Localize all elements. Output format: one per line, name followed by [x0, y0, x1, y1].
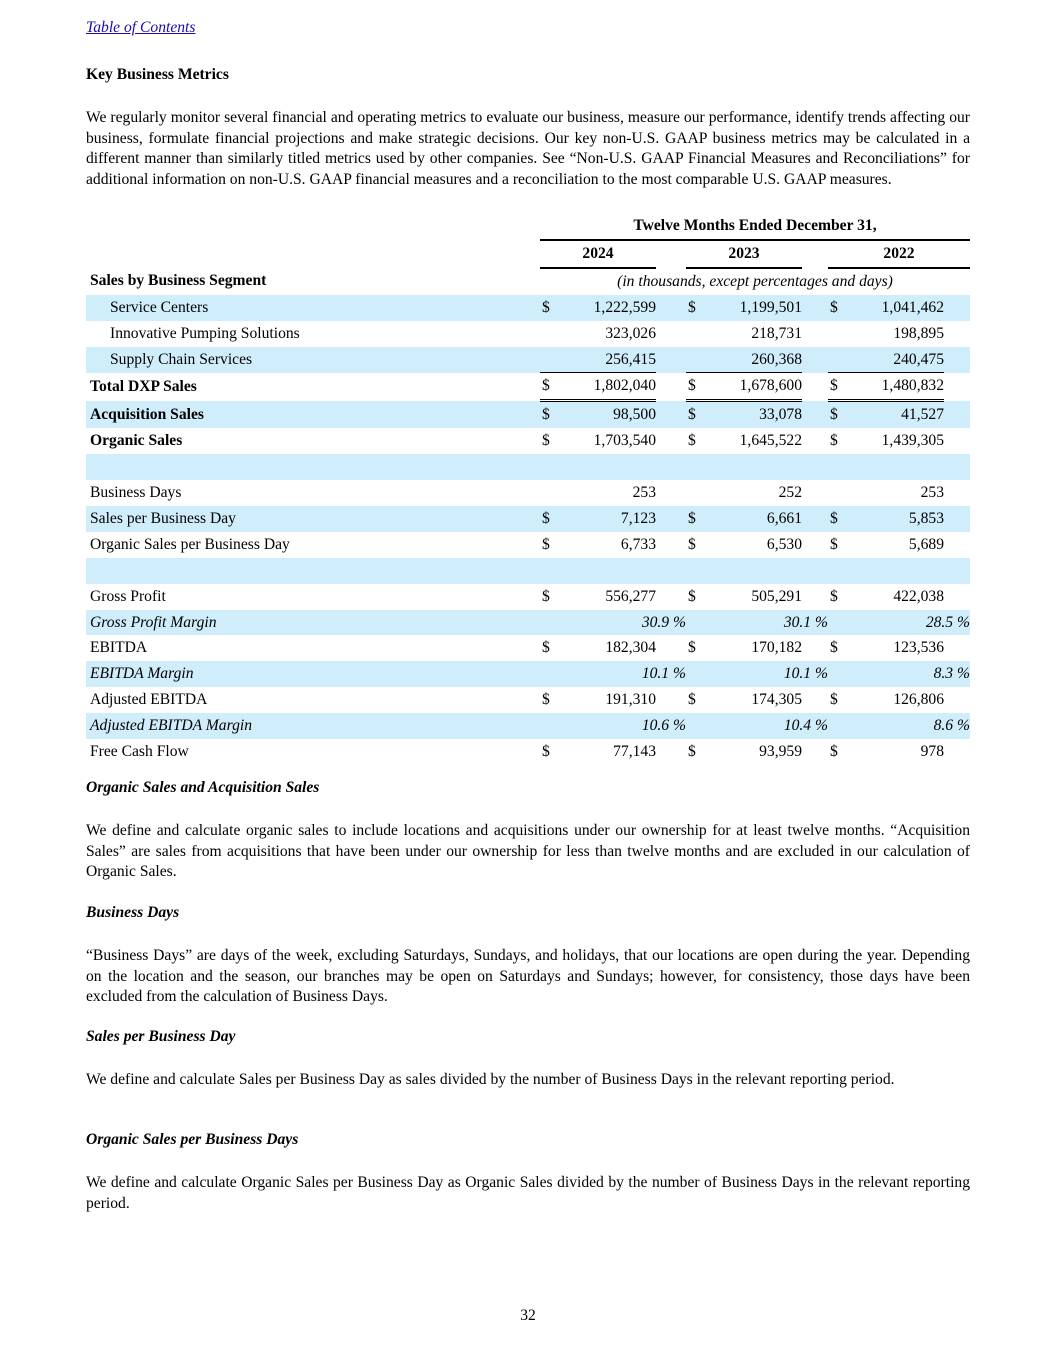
cell-value: 1,802,040	[558, 373, 656, 401]
table-row	[86, 506, 970, 532]
cell-value: 8.3 %	[846, 661, 970, 687]
cell-value: 978	[920, 743, 944, 761]
row-label: Organic Sales	[90, 432, 183, 450]
table-row	[86, 428, 970, 454]
cell-value: 260,368	[704, 347, 802, 373]
dollar-sign: $	[686, 295, 704, 321]
dollar-sign	[828, 480, 846, 506]
cell-value	[704, 454, 802, 480]
dollar-sign	[828, 558, 846, 584]
dollar-sign: $	[830, 587, 838, 605]
dollar-sign	[828, 713, 846, 739]
row-label: EBITDA Margin	[86, 661, 540, 687]
table-row	[86, 739, 970, 765]
table-row	[86, 454, 970, 480]
cell-value: 6,733	[620, 535, 656, 553]
dollar-sign	[540, 347, 558, 373]
cell-value: 10.1 %	[704, 661, 828, 687]
row-label: Free Cash Flow	[90, 743, 189, 761]
dollar-sign	[828, 321, 846, 347]
table-row	[86, 373, 970, 401]
table-row	[86, 610, 970, 636]
table-row	[86, 347, 970, 373]
cell-value: 30.1 %	[704, 610, 828, 636]
definition-body: We define and calculate Sales per Business Day as sales divided by the number of Business Days in the relevant reporting period.	[86, 1071, 895, 1088]
dollar-sign	[540, 558, 558, 584]
cell-value: 1,041,462	[846, 295, 944, 321]
cell-value: 33,078	[704, 401, 802, 428]
dollar-sign: $	[540, 295, 558, 321]
cell-value: 1,678,600	[704, 373, 802, 401]
cell-value: 5,853	[846, 506, 944, 532]
cell-value	[846, 558, 944, 584]
year-header-row	[86, 240, 970, 268]
dollar-sign	[828, 610, 846, 636]
dollar-sign: $	[540, 401, 558, 428]
row-label: Adjusted EBITDA Margin	[86, 713, 540, 739]
units-note: (in thousands, except percentages and days)	[617, 272, 893, 290]
cell-value: 1,480,832	[846, 373, 944, 401]
cell-value: 198,895	[893, 324, 944, 342]
dollar-sign	[540, 661, 558, 687]
cell-value: 28.5 %	[846, 610, 970, 636]
dollar-sign	[686, 713, 704, 739]
row-label: Organic Sales per Business Day	[90, 535, 290, 553]
dollar-sign: $	[688, 587, 696, 605]
dollar-sign: $	[830, 639, 838, 657]
cell-value: 191,310	[605, 691, 656, 709]
dollar-sign	[686, 347, 704, 373]
year-header-2024: 2024	[540, 240, 656, 268]
dollar-sign	[828, 661, 846, 687]
dollar-sign: $	[830, 743, 838, 761]
dollar-sign: $	[542, 432, 550, 450]
key-metrics-table	[86, 213, 970, 765]
row-label: Total DXP Sales	[90, 377, 197, 395]
dollar-sign	[540, 610, 558, 636]
dollar-sign: $	[828, 295, 846, 321]
table-row	[86, 480, 970, 506]
cell-value: 5,689	[908, 535, 944, 553]
definition-heading: Organic Sales and Acquisition Sales	[86, 779, 320, 796]
cell-value: 505,291	[751, 587, 802, 605]
dollar-sign	[540, 480, 558, 506]
row-label: Supply Chain Services	[86, 347, 540, 373]
row-label: Acquisition Sales	[86, 401, 540, 428]
table-row	[86, 558, 970, 584]
dollar-sign: $	[542, 639, 550, 657]
cell-value: 10.4 %	[704, 713, 828, 739]
cell-value: 240,475	[846, 347, 944, 373]
cell-value: 1,645,522	[739, 432, 802, 450]
table-row	[86, 661, 970, 687]
cell-value: 7,123	[558, 506, 656, 532]
section-title: Key Business Metrics	[86, 66, 229, 83]
dollar-sign: $	[830, 691, 838, 709]
year-header-2022: 2022	[828, 240, 970, 268]
cell-value: 256,415	[558, 347, 656, 373]
dollar-sign: $	[542, 743, 550, 761]
period-header: Twelve Months Ended December 31,	[540, 213, 970, 240]
cell-value: 1,222,599	[558, 295, 656, 321]
cell-value: 253	[920, 484, 944, 502]
table-row	[86, 713, 970, 739]
dollar-sign: $	[540, 506, 558, 532]
table-row	[86, 584, 970, 610]
cell-value: 8.6 %	[846, 713, 970, 739]
cell-value: 323,026	[605, 324, 656, 342]
cell-value: 1,703,540	[593, 432, 656, 450]
dollar-sign: $	[688, 743, 696, 761]
dollar-sign: $	[686, 506, 704, 532]
row-label: Sales by Business Segment	[90, 272, 267, 290]
dollar-sign: $	[828, 506, 846, 532]
cell-value: 30.9 %	[558, 610, 686, 636]
definition-heading: Organic Sales per Business Days	[86, 1131, 299, 1148]
dollar-sign: $	[688, 535, 696, 553]
definition-body: We define and calculate organic sales to include locations and acquisitions under our ownership for at least twelve months. “Acquisition Sales” are sales from acquisitions that have been under our ownership for less than twelve months and are excluded in our calculation of Organic Sales.	[86, 822, 970, 881]
intro-paragraph: We regularly monitor several financial and operating metrics to evaluate our business, measure our performance, identify trends affecting our business, formulate financial projections and make strategic decisions. Our key non-U.S. GAAP business metrics may be calculated in a different manner than similarly titled metrics used by other companies. See “Non-U.S. GAAP Financial Measures and Reconciliations” for additional information on non-U.S. GAAP financial measures and a reconciliation to the most comparable U.S. GAAP measures.	[86, 109, 970, 188]
dollar-sign	[686, 480, 704, 506]
cell-value: 6,530	[766, 535, 802, 553]
cell-value: 252	[778, 484, 802, 502]
row-label: Innovative Pumping Solutions	[110, 324, 300, 342]
cell-value: 6,661	[704, 506, 802, 532]
cell-value: 41,527	[846, 401, 944, 428]
definition-heading: Sales per Business Day	[86, 1028, 236, 1045]
dollar-sign: $	[688, 691, 696, 709]
table-row	[86, 401, 970, 428]
dollar-sign	[540, 321, 558, 347]
dollar-sign	[540, 454, 558, 480]
period-header-row	[86, 213, 970, 240]
dollar-sign	[540, 713, 558, 739]
cell-value: 556,277	[605, 587, 656, 605]
cell-value: 1,199,501	[704, 295, 802, 321]
dollar-sign	[686, 558, 704, 584]
cell-value: 93,959	[759, 743, 802, 761]
dollar-sign	[828, 454, 846, 480]
cell-value: 126,806	[893, 691, 944, 709]
dollar-sign	[686, 454, 704, 480]
dollar-sign	[828, 347, 846, 373]
cell-value: 174,305	[751, 691, 802, 709]
cell-value: 10.6 %	[558, 713, 686, 739]
dollar-sign: $	[542, 691, 550, 709]
row-label: Sales per Business Day	[86, 506, 540, 532]
row-label: Gross Profit	[90, 587, 166, 605]
definition-body: We define and calculate Organic Sales per Business Day as Organic Sales divided by the number of Business Days in the relevant reporting period.	[86, 1174, 970, 1212]
cell-value	[846, 454, 944, 480]
page-number: 32	[520, 1307, 536, 1324]
table-row	[86, 532, 970, 558]
table-of-contents-link[interactable]: Table of Contents	[86, 19, 196, 36]
row-label: Gross Profit Margin	[86, 610, 540, 636]
cell-value: 170,182	[751, 639, 802, 657]
definition-heading: Business Days	[86, 904, 180, 921]
dollar-sign: $	[540, 373, 558, 401]
row-label: Adjusted EBITDA	[90, 691, 208, 709]
cell-value: 123,536	[893, 639, 944, 657]
table-row	[86, 635, 970, 661]
dollar-sign: $	[542, 587, 550, 605]
cell-value: 77,143	[613, 743, 656, 761]
table-row	[86, 321, 970, 347]
dollar-sign	[686, 610, 704, 636]
cell-value: 10.1 %	[558, 661, 686, 687]
table-row	[86, 295, 970, 321]
dollar-sign: $	[686, 373, 704, 401]
cell-value: 422,038	[893, 587, 944, 605]
cell-value	[558, 558, 656, 584]
dollar-sign	[686, 321, 704, 347]
cell-value: 1,439,305	[881, 432, 944, 450]
dollar-sign: $	[830, 535, 838, 553]
row-label: Service Centers	[86, 295, 540, 321]
cell-value: 98,500	[558, 401, 656, 428]
cell-value: 182,304	[605, 639, 656, 657]
row-label	[86, 558, 540, 584]
dollar-sign: $	[688, 639, 696, 657]
cell-value	[704, 558, 802, 584]
table-row	[86, 268, 970, 295]
cell-value: 253	[632, 484, 656, 502]
row-label: Business Days	[90, 484, 182, 502]
dollar-sign	[686, 661, 704, 687]
year-header-2023: 2023	[686, 240, 802, 268]
dollar-sign: $	[542, 535, 550, 553]
cell-value	[558, 454, 656, 480]
definition-body: “Business Days” are days of the week, excluding Saturdays, Sundays, and holidays, that our locations are open during the year. Depending on the location and the season, our branches may be open on Saturdays and Sundays; however, for consistency, those days have been excluded from the calculation of Business Days.	[86, 947, 970, 1006]
dollar-sign: $	[828, 373, 846, 401]
dollar-sign: $	[686, 401, 704, 428]
row-label	[86, 454, 540, 480]
dollar-sign: $	[828, 401, 846, 428]
cell-value: 218,731	[751, 324, 802, 342]
dollar-sign: $	[688, 432, 696, 450]
table-row	[86, 687, 970, 713]
dollar-sign: $	[830, 432, 838, 450]
row-label: EBITDA	[90, 639, 148, 657]
